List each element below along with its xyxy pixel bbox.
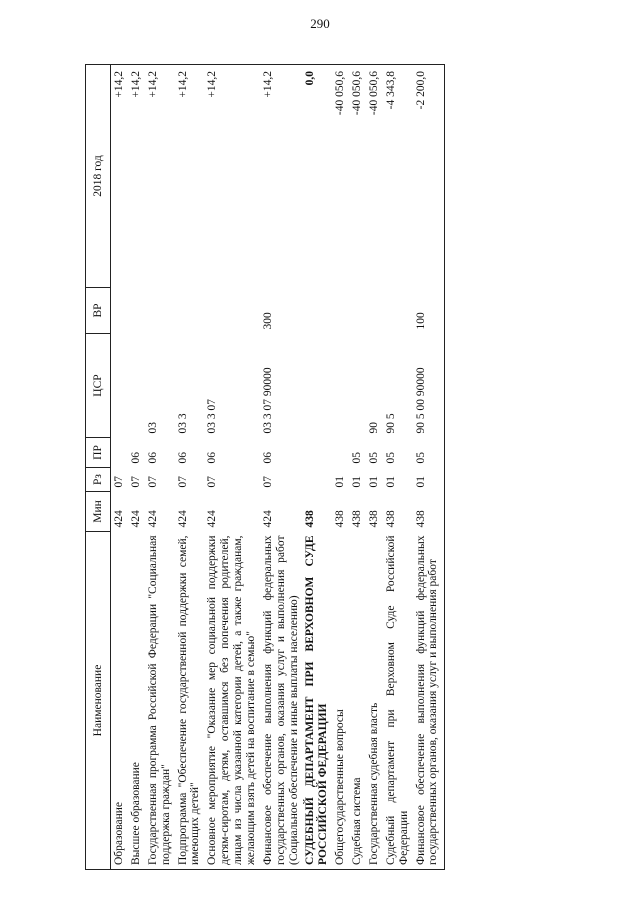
cell-vr — [349, 288, 366, 334]
cell-min: 438 — [351, 510, 363, 528]
table-row — [349, 65, 366, 870]
cell-csr: 03 3 — [176, 413, 189, 434]
cell-csr: 03 3 07 90000 — [261, 367, 274, 434]
table-row — [302, 65, 332, 870]
header-pr: ПР — [86, 438, 111, 468]
cell-pr — [302, 438, 332, 468]
table-row — [111, 65, 128, 870]
cell-rz: 07 — [176, 476, 189, 488]
cell-vr: 300 — [261, 312, 274, 330]
cell-csr: 03 3 07 — [206, 399, 219, 434]
cell-vr — [383, 288, 413, 334]
table-row — [413, 65, 445, 870]
cell-name: Подпрограмма "Обеспечение государственной поддержки семей, имеющих детей" — [175, 532, 205, 870]
table-row — [366, 65, 383, 870]
table-header-row — [86, 65, 111, 870]
cell-amount: -40 050,6 — [332, 65, 349, 288]
cell-amount: +14,2 — [128, 65, 145, 288]
cell-name: Высшее образование — [128, 532, 145, 870]
budget-table — [85, 64, 445, 870]
cell-csr: 90 5 — [384, 413, 397, 434]
table-row — [204, 65, 260, 870]
cell-vr — [175, 288, 205, 334]
cell-amount: -40 050,6 — [349, 65, 366, 288]
header-csr: ЦСР — [86, 334, 111, 438]
cell-rz: 07 — [113, 476, 125, 488]
cell-name: Государственная судебная власть — [366, 532, 383, 870]
header-min: Мин — [86, 492, 111, 532]
cell-min: 438 — [384, 510, 397, 528]
table-row — [145, 65, 175, 870]
cell-vr — [366, 288, 383, 334]
cell-rz: 01 — [367, 476, 380, 488]
cell-vr — [128, 288, 145, 334]
cell-pr: 05 — [384, 452, 397, 464]
cell-amount: +14,2 — [175, 65, 205, 288]
table-row — [383, 65, 413, 870]
cell-csr — [332, 334, 349, 438]
cell-name: Финансовое обеспечение выполнения функций федеральных государственных органов, оказания услуг и выполнения работ — [413, 532, 445, 870]
cell-vr — [145, 288, 175, 334]
cell-pr: 05 — [351, 452, 363, 464]
cell-name: СУДЕБНЫЙ ДЕПАРТАМЕНТ ПРИ ВЕРХОВНОМ СУДЕ РОССИЙСКОЙ ФЕДЕРАЦИИ — [302, 532, 332, 870]
cell-min: 438 — [304, 510, 317, 528]
cell-csr: 90 5 00 90000 — [413, 334, 445, 438]
cell-min: 424 — [129, 510, 142, 528]
cell-pr: 06 — [206, 452, 219, 464]
cell-pr: 05 — [413, 438, 445, 468]
cell-amount: 0,0 — [302, 65, 332, 288]
cell-rz: 07 — [261, 476, 274, 488]
cell-pr: 06 — [261, 452, 274, 464]
cell-amount: +14,2 — [204, 65, 260, 288]
cell-vr — [111, 288, 128, 334]
table-row — [175, 65, 205, 870]
cell-amount: -4 343,8 — [383, 65, 413, 288]
cell-csr — [349, 334, 366, 438]
cell-csr: 03 — [146, 422, 159, 434]
cell-name: Финансовое обеспечение выполнения функций федеральных государственных органов, оказания услуг и выполнения работ (Социальное обеспечение и иные выплаты населению) — [260, 532, 303, 870]
cell-rz: 07 — [206, 476, 219, 488]
rotated-table-container — [85, 65, 555, 870]
page-number: 290 — [310, 16, 330, 31]
cell-pr — [111, 438, 128, 468]
header-rz: Рз — [86, 468, 111, 492]
cell-csr — [302, 334, 332, 438]
header-amount: 2018 год — [86, 65, 111, 288]
cell-name: Судебная система — [349, 532, 366, 870]
cell-rz — [302, 468, 332, 492]
cell-pr: 05 — [367, 452, 380, 464]
cell-pr — [332, 438, 349, 468]
cell-name: Государственная программа Российской Федерации "Социальная поддержка граждан" — [145, 532, 175, 870]
cell-rz: 01 — [334, 476, 347, 488]
cell-rz: 07 — [129, 476, 142, 488]
cell-name: Судебный департамент при Верховном Суде Российской Федерации — [383, 532, 413, 870]
cell-vr: 100 — [413, 288, 445, 334]
header-name: Наименование — [86, 532, 111, 870]
cell-name: Общегосударственные вопросы — [332, 532, 349, 870]
cell-min: 424 — [176, 510, 189, 528]
table-row — [260, 65, 303, 870]
table-row — [128, 65, 145, 870]
cell-vr — [302, 288, 332, 334]
cell-amount: +14,2 — [145, 65, 175, 288]
cell-vr — [332, 288, 349, 334]
cell-amount: +14,2 — [260, 65, 303, 288]
cell-csr — [111, 334, 128, 438]
cell-rz: 01 — [351, 476, 363, 488]
header-vr: ВР — [86, 288, 111, 334]
cell-amount: -2 200,0 — [413, 65, 445, 288]
cell-name: Образование — [111, 532, 128, 870]
cell-min: 438 — [413, 492, 445, 532]
cell-min: 424 — [206, 510, 219, 528]
cell-min: 438 — [334, 510, 347, 528]
cell-pr: 06 — [129, 452, 142, 464]
cell-amount: +14,2 — [111, 65, 128, 288]
cell-amount: -40 050,6 — [366, 65, 383, 288]
cell-csr: 90 — [367, 422, 380, 434]
cell-min: 438 — [367, 510, 380, 528]
cell-pr: 06 — [176, 452, 189, 464]
cell-csr — [128, 334, 145, 438]
table-row — [332, 65, 349, 870]
cell-rz: 01 — [384, 476, 397, 488]
cell-min: 424 — [146, 510, 159, 528]
cell-min: 424 — [261, 510, 274, 528]
cell-vr — [204, 288, 260, 334]
cell-rz: 07 — [146, 476, 159, 488]
cell-pr: 06 — [146, 452, 159, 464]
cell-name: Основное мероприятие "Оказание мер социальной поддержки детям-сиротам, детям, оставшимся без попечения родителей, лицам из числа указанной категории детей, а также гражданам, желающим взять детей на воспитание в семью" — [204, 532, 260, 870]
cell-min: 424 — [113, 510, 125, 528]
cell-rz: 01 — [413, 468, 445, 492]
